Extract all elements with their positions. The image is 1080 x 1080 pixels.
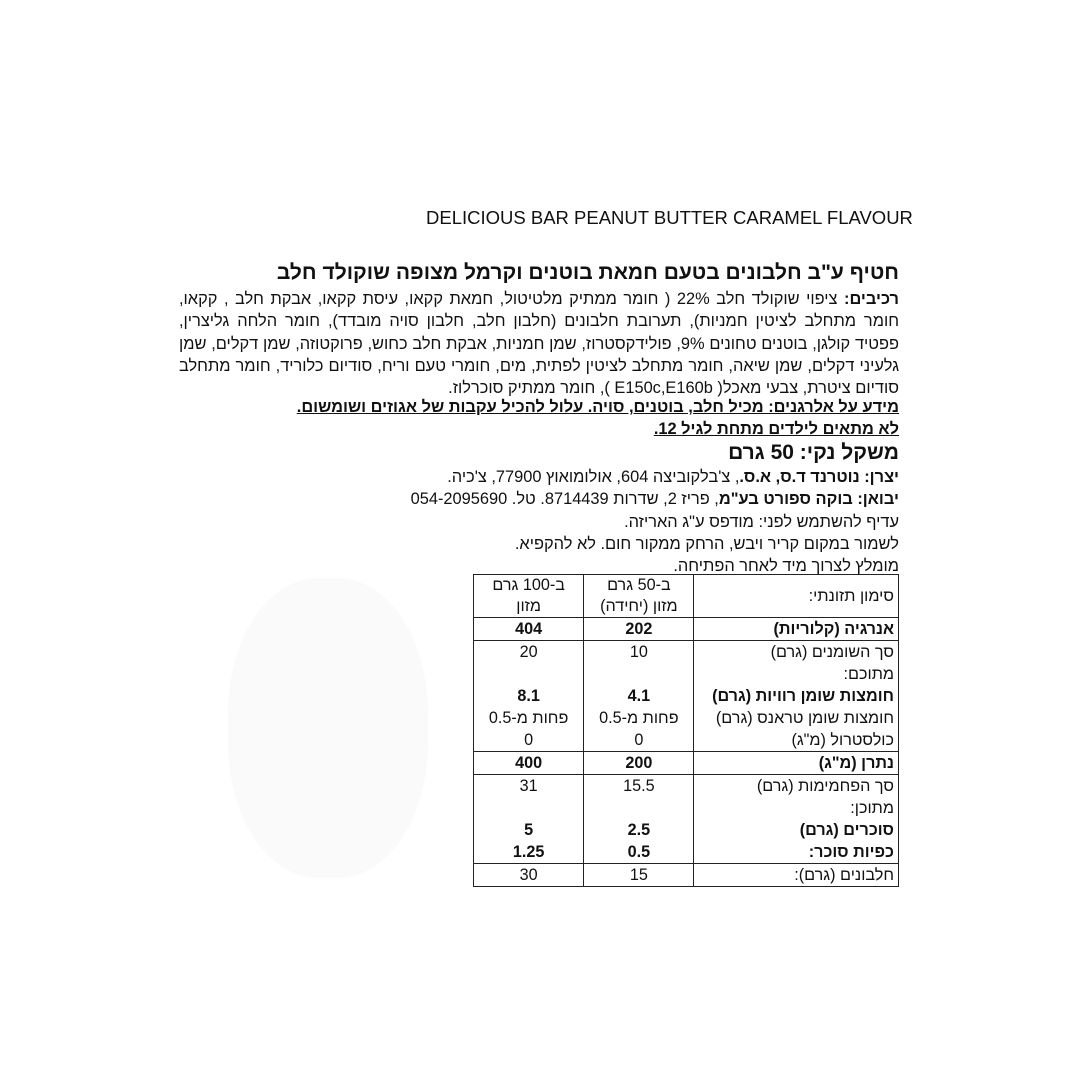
energy-100g: 404: [474, 618, 584, 641]
importer-name: בוקה ספורט בע"מ: [718, 490, 853, 509]
carbs-group-labels: [694, 775, 899, 864]
sugar-tsp-50g: 0.5: [627, 843, 651, 861]
sugar-tsp-label: כפיות סוכר:: [808, 843, 894, 861]
sodium-row: [474, 752, 899, 775]
trans-fat-100g: פחות מ-0.5: [488, 709, 569, 727]
trans-fat-label: חומצות שומן טראנס (גרם): [715, 709, 894, 727]
importer-line: [179, 488, 899, 510]
english-product-title: DELICIOUS BAR PEANUT BUTTER CARAMEL FLAVOUR: [426, 207, 913, 228]
carbs-group-100g: [474, 775, 584, 864]
importer-label: יבואן:: [857, 490, 899, 509]
column-header-50g: ב-50 גרם מזון (יחידה): [584, 575, 694, 618]
kids-warning: לא מתאים לילדים מתחת לגיל 12.: [653, 420, 899, 438]
protein-row: [474, 864, 899, 887]
fat-label: סך השומנים (גרם): [770, 643, 894, 661]
carbs-group-row: [474, 775, 899, 864]
energy-50g: 202: [584, 618, 694, 641]
carbs-of-which-label: מתוכן:: [850, 799, 894, 817]
sugars-label: סוכרים (גרם): [799, 821, 894, 839]
nutrition-header-row: [474, 575, 899, 618]
fat-100g: 20: [519, 643, 538, 661]
storage-instructions: לשמור במקום קריר ויבש, הרחק ממקור חום. לא להקפיא.: [514, 534, 899, 553]
manufacturer-address: , צ'בלקוביצה 604, אולומואוץ 77900, צ'כיה.: [447, 468, 740, 486]
producer-info: [179, 466, 899, 577]
allergen-info: מידע על אלרגנים: מכיל חלב, בוטנים, סויה. עלול להכיל עקבות של אגוזים ושומשום.: [296, 398, 899, 416]
net-weight: משקל נקי: 50 גרם: [728, 441, 899, 464]
protein-100g: 30: [474, 864, 584, 887]
hebrew-product-title: חטיף ע"ב חלבונים בטעם חמאת בוטנים וקרמל מצופה שוקולד חלב: [276, 261, 899, 284]
fat-group-50g: [584, 641, 694, 752]
cholesterol-100g: 0: [524, 731, 534, 749]
carbs-group-50g: [584, 775, 694, 864]
manufacturer-label: יצרן:: [864, 468, 899, 486]
sodium-label: נתרן (מ"ג): [694, 752, 899, 775]
cholesterol-label: כולסטרול (מ"ג): [791, 731, 894, 749]
sodium-100g: 400: [474, 752, 584, 775]
carbs-100g: 31: [519, 777, 538, 795]
ingredients-label: רכיבים:: [843, 290, 899, 308]
nutrition-header-label: סימון תזונתי:: [694, 575, 899, 618]
sodium-50g: 200: [584, 752, 694, 775]
sat-fat-label: חומצות שומן רוויות (גרם): [712, 687, 894, 705]
protein-50g: 15: [584, 864, 694, 887]
best-before: עדיף להשתמש לפני: מודפס ע"ג האריזה.: [624, 512, 899, 531]
sugar-tsp-100g: 1.25: [512, 843, 545, 861]
sat-fat-50g: 4.1: [627, 687, 651, 705]
carbs-label: סך הפחמימות (גרם): [756, 777, 894, 795]
background-shape: [228, 578, 428, 878]
column-header-100g: ב-100 גרם מזון: [474, 575, 584, 618]
cholesterol-50g: 0: [634, 731, 644, 749]
sugars-50g: 2.5: [627, 821, 651, 839]
fat-50g: 10: [629, 643, 648, 661]
ingredients-text: ציפוי שוקולד חלב 22% ( חומר ממתיק מלטיטול, חמאת קקאו, עיסת קקאו, אבקת חלב , קקאו, חומר מתחלב לציטין חמניות), תערובת חלבונים (חלבון חלב, חלבון סויה מובדד), חומר הלחה גליצרין, פפטיד קולגן, בוטנים טחונים 9%, פולידקסטרוז, שמן חמניות, אבקת חלב כחוש, פרוקטוזה, שמן דקלים, שמן גלעיני דקלים, שמן שיאה, חומר מתחלב לציטין לפתית, מים, חומרי טעם וריח, סודיום כלוריד, חומר מתחלב סודיום ציטרת, צבעי מאכל( E150c,E160b ), חומר ממתיק סוכרלוז.: [179, 290, 899, 398]
nutrition-table: [473, 574, 899, 887]
fat-group-labels: [694, 641, 899, 752]
manufacturer-name: נוטרנד ד.ס, א.ס.: [739, 468, 860, 486]
importer-address: , פריז 2, שדרות 8714439. טל. 054-2095690: [410, 490, 719, 509]
after-opening-note: מומלץ לצרוך מיד לאחר הפתיחה.: [673, 557, 899, 576]
energy-row: [474, 618, 899, 641]
manufacturer-line: [179, 466, 899, 488]
sat-fat-100g: 8.1: [517, 687, 540, 705]
fat-group-row: [474, 641, 899, 752]
carbs-50g: 15.5: [623, 777, 655, 795]
fat-group-100g: [474, 641, 584, 752]
trans-fat-50g: פחות מ-0.5: [599, 709, 679, 727]
sugars-100g: 5: [524, 821, 534, 839]
fat-of-which-label: מתוכם:: [843, 665, 894, 683]
energy-label: אנרגיה (קלוריות): [694, 618, 899, 641]
protein-label: חלבונים (גרם):: [694, 864, 899, 887]
ingredients-paragraph: [179, 288, 899, 399]
